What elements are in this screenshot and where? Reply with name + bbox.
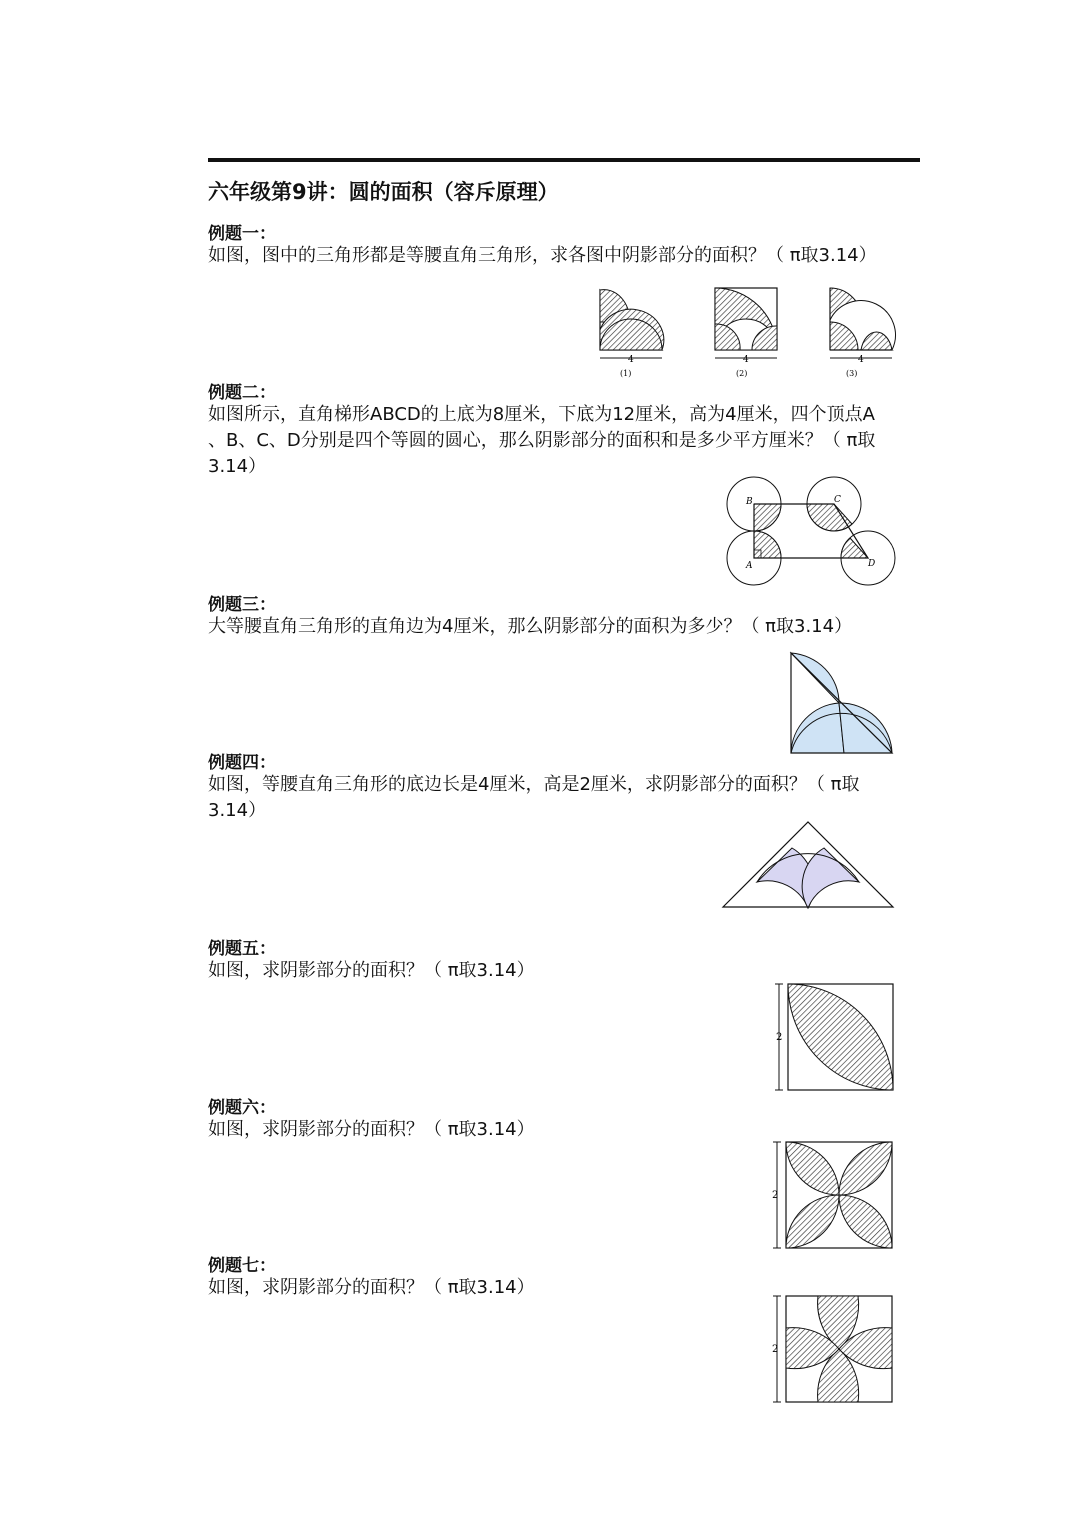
problem-6-heading: 例题六： [208,1098,276,1118]
problem-2-heading: 例题二： [208,383,276,403]
fig1-1-dim: 4 [628,355,634,365]
figure-1-3 [830,288,895,378]
problem-3-heading: 例题三： [208,595,276,615]
problem-5-line-1: 如图，求阴影部分的面积？（ π取3.14） [208,960,535,981]
problem-6-figure [768,1138,898,1254]
problem-2-line-1: 如图所示，直角梯形ABCD的上底为8厘米，下底为12厘米，高为4厘米，四个顶点A [208,404,875,425]
problem-2-text [208,402,924,480]
problem-1-text [208,243,924,269]
problem-7-line-1: 如图，求阴影部分的面积？（ π取3.14） [208,1277,535,1298]
figure-1-2 [715,288,777,378]
problem-1-figures [590,282,900,382]
fig1-1-caption: (1) [620,369,632,378]
problem-4-text [208,772,924,824]
fig1-3-caption: (3) [846,369,858,378]
figure-1-1 [600,290,664,378]
vertex-b: B [746,497,753,507]
problem-4-figure [718,818,898,912]
problem-4-heading: 例题四： [208,753,276,773]
problem-3-text [208,614,924,640]
problem-6-dim: 2 [772,1190,779,1201]
problem-2-line-3: 3.14） [208,456,267,477]
problem-2-figure [722,474,900,589]
problem-1-heading: 例题一： [208,224,276,244]
vertex-a: A [746,561,753,571]
problem-4-line-2: 3.14） [208,800,267,821]
fig1-3-dim: 4 [858,355,864,365]
problem-5-heading: 例题五： [208,939,276,959]
problem-7-dim: 2 [772,1344,779,1355]
page-title: 六年级第9讲：圆的面积（容斥原理） [208,180,559,204]
problem-7-heading: 例题七： [208,1256,276,1276]
problem-3-figure [786,648,898,758]
fig1-2-caption: (2) [736,369,748,378]
problem-4-line-1: 如图，等腰直角三角形的底边长是4厘米，高是2厘米，求阴影部分的面积？（ π取 [208,774,860,795]
problem-7-figure [768,1292,898,1408]
problem-2-line-2: 、B、C、D分别是四个等圆的圆心，那么阴影部分的面积和是多少平方厘米？（ π取 [208,430,876,451]
fig1-2-dim: 4 [743,355,749,365]
problem-6-line-1: 如图，求阴影部分的面积？（ π取3.14） [208,1119,535,1140]
vertex-c: C [834,495,841,505]
vertex-d: D [868,559,876,569]
problem-1-line-1: 如图，图中的三角形都是等腰直角三角形，求各图中阴影部分的面积？（ π取3.14） [208,245,877,266]
problem-5-figure [770,978,898,1096]
problem-5-dim: 2 [776,1032,783,1043]
header-rule [208,158,920,162]
problem-3-line-1: 大等腰直角三角形的直角边为4厘米，那么阴影部分的面积为多少？（ π取3.14） [208,616,853,637]
